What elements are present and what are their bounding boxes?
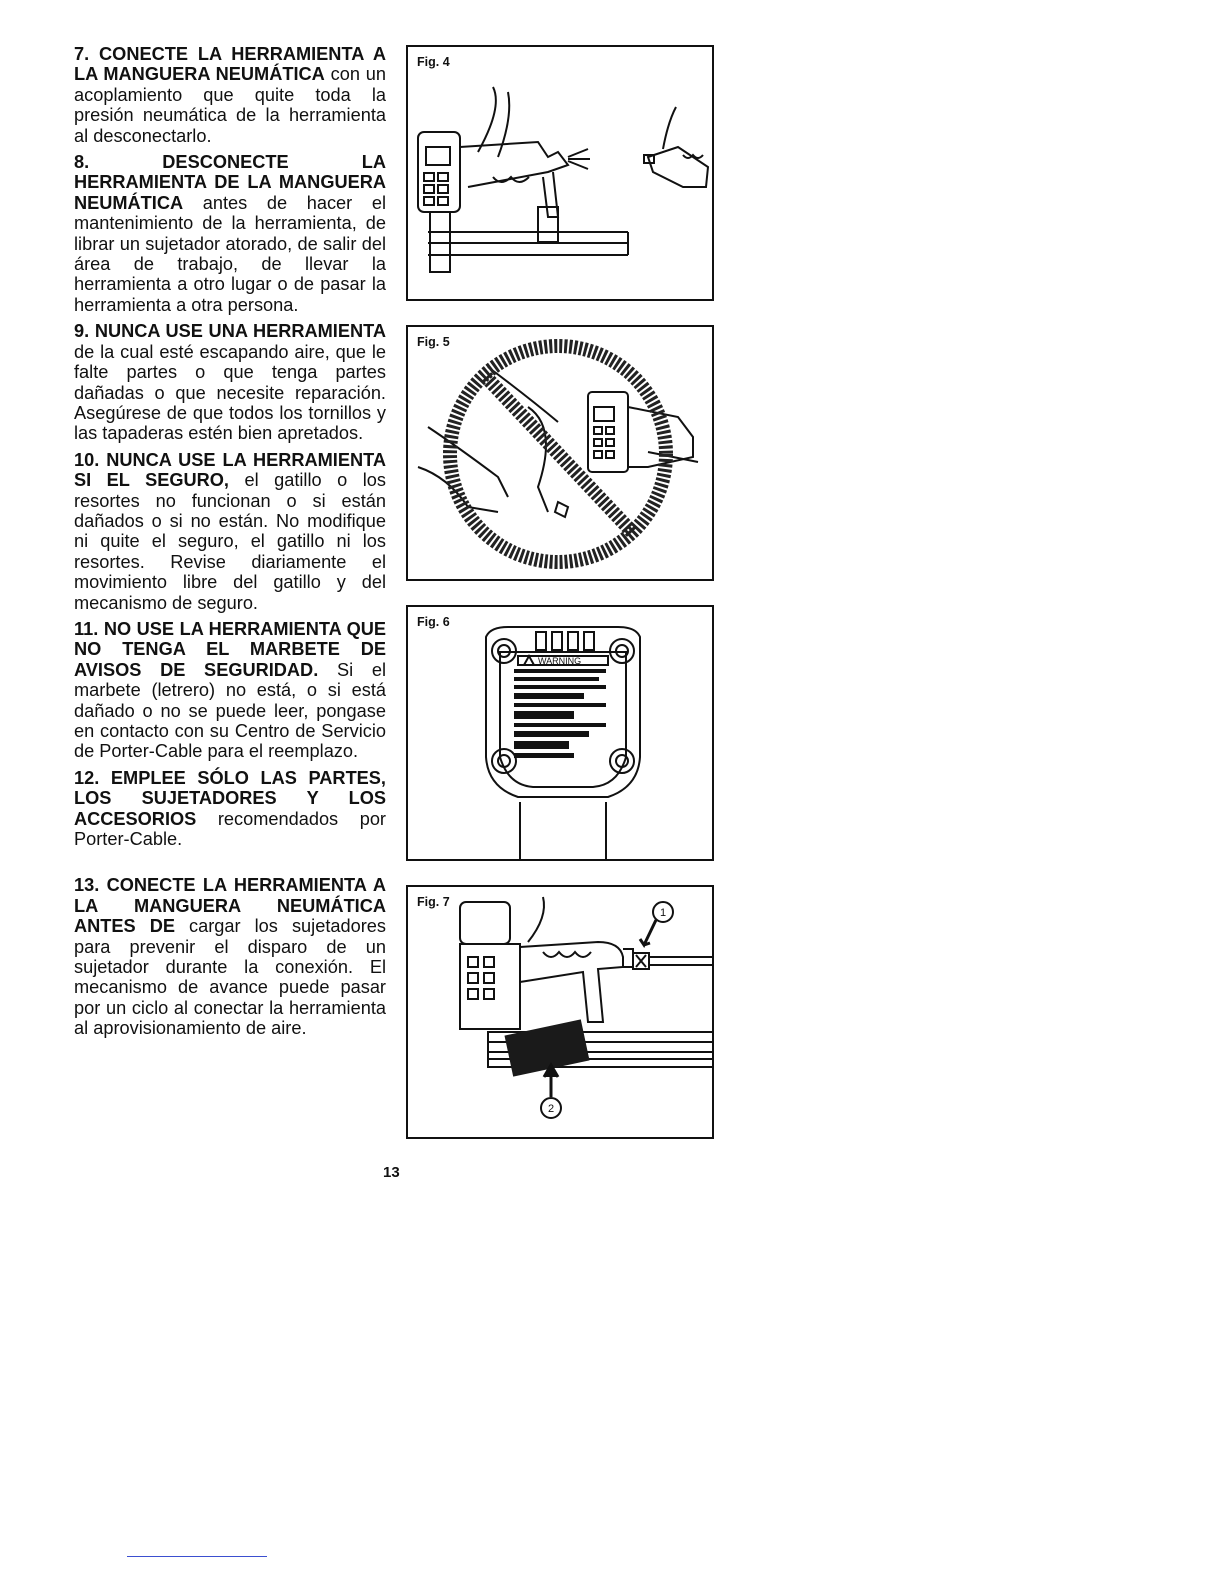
figure-5 bbox=[406, 325, 714, 581]
instruction-item-11 bbox=[74, 619, 386, 762]
instruction-item-8 bbox=[74, 152, 386, 315]
item-8-heading: 8. DESCONECTE LA HERRAMIENTA DE LA MANGUERA NEUMÁTICA bbox=[74, 152, 386, 213]
warning-text: WARNING bbox=[538, 656, 582, 666]
page-number: 13 bbox=[383, 1164, 400, 1181]
figure-7-label: Fig. 7 bbox=[417, 895, 450, 909]
item-11-heading: 11. NO USE LA HERRAMIENTA QUE NO TENGA EL MARBETE DE AVISOS DE SEGURIDAD. bbox=[74, 618, 386, 680]
item-10-heading: 10. NUNCA USE LA HERRAMIENTA SI EL SEGURO, bbox=[74, 449, 386, 491]
callout-2-label: 2 bbox=[547, 1103, 555, 1115]
figure-6-label: Fig. 6 bbox=[417, 615, 450, 629]
item-13-body: cargar los sujetadores para prevenir el disparo de un sujetador durante la conexión. El mecanismo de avance puede pasar por un ciclo al conectar la herramienta al aprovisionamiento de aire. bbox=[74, 916, 386, 1039]
figure-4-label: Fig. 4 bbox=[417, 55, 450, 69]
item-12-body: recomendados por Porter-Cable. bbox=[74, 808, 386, 850]
figure-5-label: Fig. 5 bbox=[417, 335, 450, 349]
item-7-heading: 7. CONECTE LA HERRAMIENTA A LA MANGUERA NEUMÁTICA bbox=[74, 44, 386, 85]
figure-7 bbox=[406, 885, 714, 1139]
callout-1-label: 1 bbox=[659, 907, 667, 919]
item-8-body: antes de hacer el mantenimiento de la herramienta, de librar un sujetador atorado, de salir del área de trabajo, de llevar la herramienta a otro lugar o de pasar la herramienta a otra persona. bbox=[74, 192, 386, 315]
instruction-item-12 bbox=[74, 768, 386, 850]
connect-hose-illustration bbox=[408, 887, 712, 1137]
item-7-body: con un acoplamiento que quite toda la presión neumática de la herramienta al desconectarlo. bbox=[74, 64, 386, 146]
item-12-heading: 12. EMPLEE SÓLO LAS PARTES, LOS SUJETADORES Y LOS ACCESORIOS bbox=[74, 767, 386, 829]
figure-4 bbox=[406, 45, 714, 301]
instruction-item-9 bbox=[74, 321, 386, 443]
item-13-heading: 13. CONECTE LA HERRAMIENTA A LA MANGUERA NEUMÁTICA ANTES DE bbox=[74, 875, 386, 937]
item-9-body: de la cual esté escapando aire, que le falte partes o que tenga partes dañadas o que necesite reparación. Asegúrese de que todos los tornillos y las tapaderas estén bien apretados. bbox=[74, 341, 386, 444]
instruction-item-7 bbox=[74, 44, 386, 146]
item-10-body: el gatillo o los resortes no funcionan o si están dañados o si no están. No modifique ni quite el seguro, el gatillo ni los resortes. Revise diariamente el movimiento libre del gatillo y del mecanismo de seguro. bbox=[74, 470, 386, 613]
warning-label-illustration bbox=[408, 607, 712, 859]
instruction-item-13 bbox=[74, 875, 386, 1038]
prohibited-modification-illustration bbox=[408, 327, 712, 579]
item-9-heading: 9. NUNCA USE UNA HERRAMIENTA bbox=[74, 321, 386, 342]
item-11-body: Si el marbete (letrero) no está, o si está dañado o no se puede leer, pongase en contacto con su Centro de Servicio de Porter-Cable para el reemplazo. bbox=[74, 659, 386, 762]
instruction-item-10 bbox=[74, 450, 386, 613]
nailer-disconnect-illustration bbox=[408, 47, 712, 299]
figure-6 bbox=[406, 605, 714, 861]
instructions-column bbox=[74, 44, 386, 1045]
footer-rule bbox=[127, 1556, 267, 1557]
